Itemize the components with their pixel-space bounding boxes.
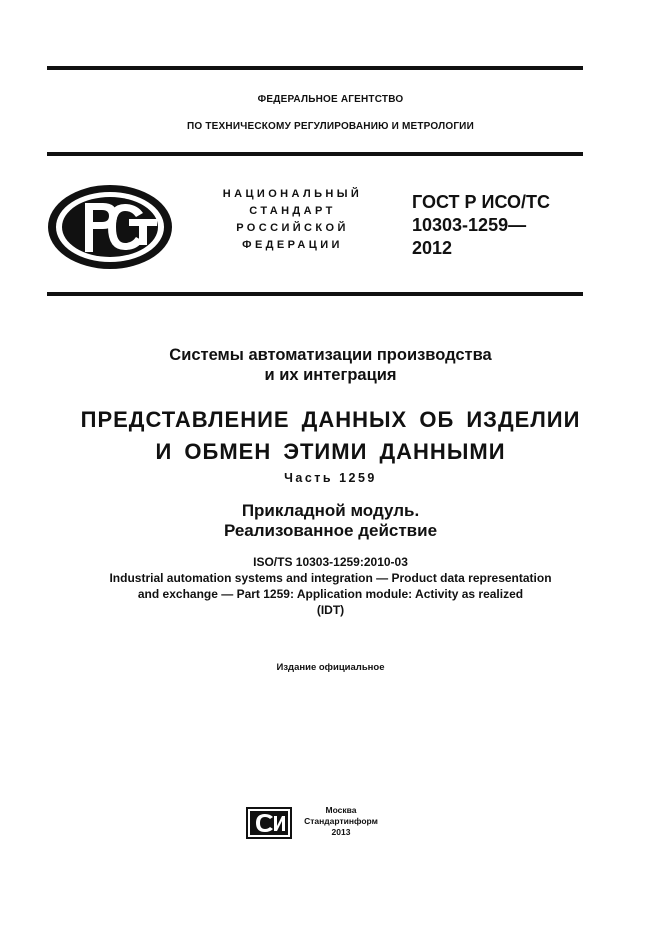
publisher-name: Стандартинформ <box>304 816 378 826</box>
publisher-info <box>296 805 386 838</box>
designation-line-3: 2012 <box>412 238 453 258</box>
national-line-2: СТАНДАРТ <box>249 205 336 217</box>
national-standard-block <box>200 186 385 254</box>
iso-ref: ISO/TS 10303-1259:2010-03 <box>253 555 408 569</box>
designation-line-2: 10303-1259— <box>412 215 527 235</box>
module-line-1: Прикладной модуль. <box>241 501 420 520</box>
agency-line-1: ФЕДЕРАЛЬНОЕ АГЕНТСТВО <box>257 94 404 105</box>
national-line-3: РОССИЙСКОЙ <box>236 222 349 234</box>
edition-label: Издание официальное <box>276 662 385 673</box>
iso-title-line-3: (IDT) <box>316 603 345 617</box>
iso-title-line-2: and exchange — Part 1259: Application module: Activity as realized <box>137 587 524 601</box>
subtitle <box>0 345 661 385</box>
title-line-1: ПРЕДСТАВЛЕНИЕ ДАННЫХ ОБ ИЗДЕЛИИ <box>80 407 581 432</box>
standartinform-logo-icon <box>246 807 292 839</box>
publisher-year: 2013 <box>331 827 351 837</box>
title-line-2: И ОБМЕН ЭТИМИ ДАННЫМИ <box>155 439 506 464</box>
subtitle-line-1: Системы автоматизации производства <box>169 346 492 364</box>
top-rule <box>47 66 583 70</box>
standard-designation <box>412 191 612 260</box>
publisher-city: Москва <box>325 805 357 815</box>
designation-line-1: ГОСТ Р ИСО/ТС <box>412 192 551 212</box>
iso-reference <box>0 554 661 618</box>
subtitle-line-2: и их интеграция <box>264 366 397 384</box>
designation-rule <box>47 292 583 296</box>
document-title <box>0 404 661 468</box>
agency-line-2: ПО ТЕХНИЧЕСКОМУ РЕГУЛИРОВАНИЮ И МЕТРОЛОГИИ <box>187 121 474 132</box>
module-line-2: Реализованное действие <box>223 521 438 540</box>
part-number: Часть 1259 <box>284 471 377 485</box>
header-rule <box>47 152 583 156</box>
national-line-4: ФЕДЕРАЦИИ <box>242 239 343 251</box>
iso-title-line-1: Industrial automation systems and integration — Product data representation <box>109 571 552 585</box>
gost-r-emblem-icon <box>45 183 175 271</box>
national-line-1: НАЦИОНАЛЬНЫЙ <box>222 188 363 200</box>
module-title <box>0 501 661 541</box>
